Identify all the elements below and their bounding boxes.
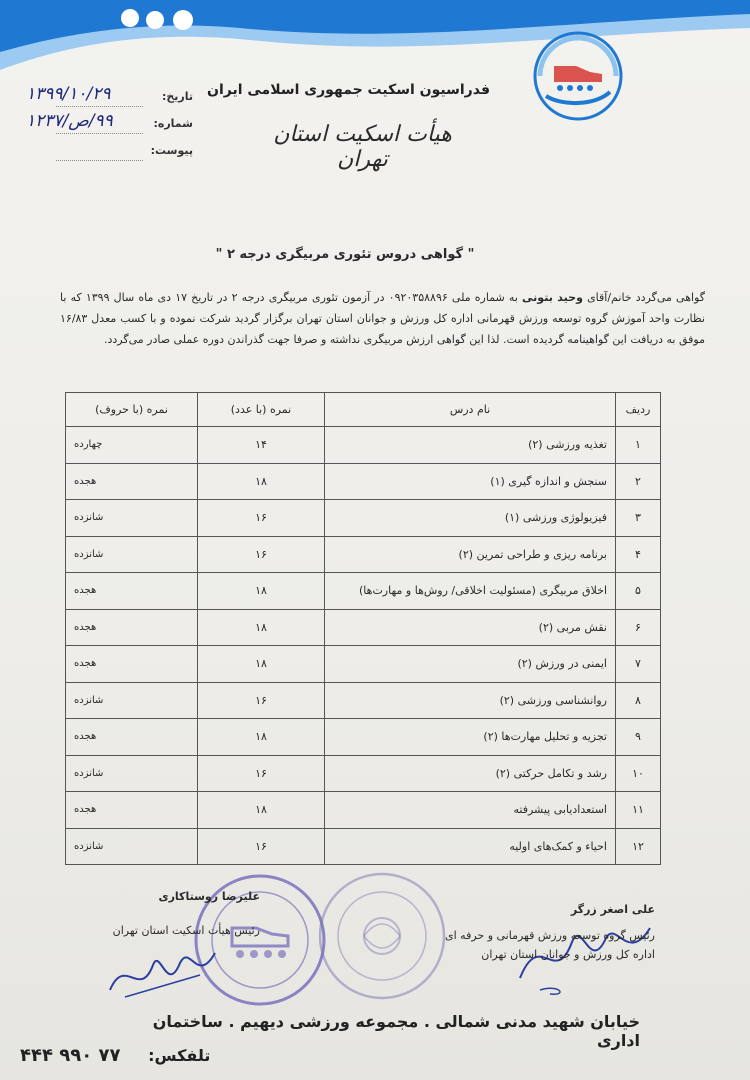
fax-number: ۷۷ ۹۹۰ ۴۴۴	[20, 1045, 121, 1066]
table-row	[66, 427, 661, 464]
score-words: شانزده	[66, 536, 198, 573]
row-index: ۶	[616, 609, 661, 646]
score-number: ۱۶	[198, 828, 325, 865]
course-name: فیزیولوژی ورزشی (۱)	[325, 500, 616, 537]
row-index: ۸	[616, 682, 661, 719]
course-name: استعدادیابی پیشرفته	[325, 792, 616, 829]
score-words: هجده	[66, 646, 198, 683]
score-number: ۱۸	[198, 646, 325, 683]
course-name: رشد و تکامل حرکتی (۲)	[325, 755, 616, 792]
row-index: ۴	[616, 536, 661, 573]
score-number: ۱۸	[198, 573, 325, 610]
course-name: روانشناسی ورزشی (۲)	[325, 682, 616, 719]
table-row	[66, 573, 661, 610]
col-header-index: ردیف	[616, 393, 661, 427]
left-signature-block	[60, 890, 260, 940]
table-row	[66, 755, 661, 792]
row-index: ۱۱	[616, 792, 661, 829]
score-number: ۱۸	[198, 792, 325, 829]
attachment-row	[18, 140, 193, 167]
course-name: تجزیه و تحلیل مهارت‌ها (۲)	[325, 719, 616, 756]
score-number: ۱۴	[198, 427, 325, 464]
course-name: تغذیه ورزشی (۲)	[325, 427, 616, 464]
left-signer-name: علیرضا روستاکاری	[158, 890, 260, 903]
table-row	[66, 463, 661, 500]
score-number: ۱۸	[198, 609, 325, 646]
date-line	[56, 106, 143, 107]
sports-office-stamp	[312, 866, 452, 1006]
table-row	[66, 500, 661, 537]
decor-dot	[146, 11, 164, 29]
certificate-body	[60, 287, 705, 350]
score-words: هجده	[66, 792, 198, 829]
number-row	[18, 113, 193, 140]
table-row	[66, 792, 661, 829]
score-number: ۱۶	[198, 536, 325, 573]
board-name: هیأت اسکیت استان تهران	[273, 122, 452, 172]
body-intro: گواهی می‌گردد خانم/آقای	[582, 291, 706, 304]
score-number: ۱۶	[198, 682, 325, 719]
row-index: ۳	[616, 500, 661, 537]
number-label: شماره:	[153, 117, 193, 130]
footer-address: خیابان شهید مدنی شمالی . مجموعه ورزشی دیهیم . ساختمان اداری	[152, 1012, 640, 1050]
letter-meta	[18, 86, 193, 167]
score-words: شانزده	[66, 828, 198, 865]
table-row	[66, 828, 661, 865]
score-number: ۱۸	[198, 463, 325, 500]
score-words: شانزده	[66, 500, 198, 537]
score-number: ۱۶	[198, 500, 325, 537]
row-index: ۵	[616, 573, 661, 610]
footer-fax	[20, 1045, 210, 1066]
left-signature	[105, 935, 225, 1005]
right-signer-name: علی اصغر زرگر	[570, 903, 655, 916]
table-header-row	[66, 393, 661, 427]
body-main: به شماره ملی ۰۹۲۰۳۵۸۸۹۶ در آزمون تئوری مربیگری درجه ۲ در تاریخ ۱۷ دی ماه سال ۱۳۹۹ که با نظارت واحد آموزش گروه توسعه ورزش قهرمانی اداره کل ورزش و جوانان استان تهران برگزار گردید شرکت نموده و با کسب معدل ۱۶/۸۳ موفق به دریافت این گواهینامه گردیده است. لذا این گواهی ارزش مربیگری نداشته و صرفا جهت گذراندن دوره عملی صادر می‌گردد.	[60, 291, 705, 346]
attachment-label: پیوست:	[150, 144, 193, 157]
score-words: چهارده	[66, 427, 198, 464]
col-header-score: نمره (با عدد)	[198, 393, 325, 427]
row-index: ۱	[616, 427, 661, 464]
col-header-course: نام درس	[325, 393, 616, 427]
row-index: ۷	[616, 646, 661, 683]
score-words: هجده	[66, 463, 198, 500]
score-number: ۱۸	[198, 719, 325, 756]
table-row	[66, 609, 661, 646]
row-index: ۱۰	[616, 755, 661, 792]
table-row	[66, 536, 661, 573]
person-name: وحید بتونی	[522, 291, 583, 304]
course-name: برنامه ریزی و طراحی تمرین (۲)	[325, 536, 616, 573]
row-index: ۱۲	[616, 828, 661, 865]
federation-logo	[532, 30, 624, 122]
certificate-title: " گواهی دروس تئوری مربیگری درجه ۲ "	[215, 247, 475, 262]
date-value: ۱۳۹۹/۱۰/۲۹	[26, 84, 111, 104]
right-signer-title-1: رئیس گروه توسعه ورزش قهرمانی و حرفه ای	[445, 929, 655, 942]
row-index: ۲	[616, 463, 661, 500]
attachment-line	[56, 160, 143, 161]
score-number: ۱۶	[198, 755, 325, 792]
decor-dot	[121, 9, 139, 27]
right-signature-block	[440, 903, 655, 964]
course-name: احیاء و کمک‌های اولیه	[325, 828, 616, 865]
score-words: هجده	[66, 573, 198, 610]
grades-table	[65, 392, 661, 865]
score-words: شانزده	[66, 682, 198, 719]
date-row	[18, 86, 193, 113]
right-signer-title-2: اداره کل ورزش و جوانان استان تهران	[481, 948, 655, 961]
number-line	[56, 133, 143, 134]
score-words: هجده	[66, 719, 198, 756]
score-words: شانزده	[66, 755, 198, 792]
decor-dot	[173, 10, 193, 30]
table-row	[66, 646, 661, 683]
course-name: نقش مربی (۲)	[325, 609, 616, 646]
number-value: ۹۹/ص/۱۲۳۷	[26, 111, 113, 131]
left-signer-title: رئیس هیأت اسکیت استان تهران	[112, 924, 260, 937]
course-name: سنجش و اندازه گیری (۱)	[325, 463, 616, 500]
course-name: اخلاق مربیگری (مسئولیت اخلاقی/ روش‌ها و مهارت‌ها)	[325, 573, 616, 610]
score-words: هجده	[66, 609, 198, 646]
course-name: ایمنی در ورزش (۲)	[325, 646, 616, 683]
date-label: تاریخ:	[161, 90, 193, 103]
row-index: ۹	[616, 719, 661, 756]
table-row	[66, 719, 661, 756]
organization-name: فدراسیون اسکیت جمهوری اسلامی ایران	[207, 82, 490, 98]
table-row	[66, 682, 661, 719]
fax-label: تلفکس:	[148, 1046, 211, 1065]
col-header-score-words: نمره (با حروف)	[66, 393, 198, 427]
